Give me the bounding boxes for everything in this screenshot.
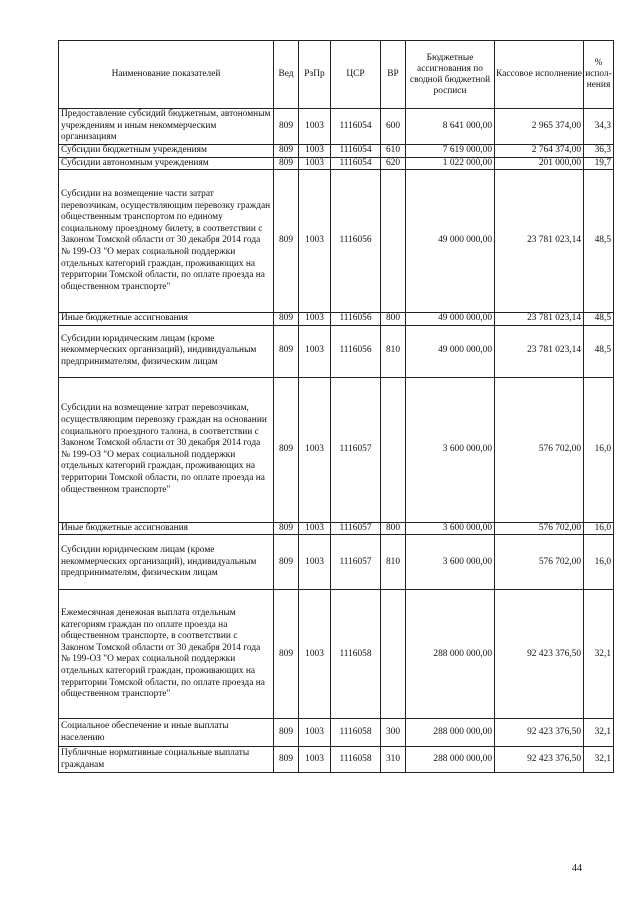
rzpr-code: 1003 [299,747,331,773]
ved-code: 809 [274,109,299,145]
vr-code: 620 [381,157,406,170]
cash-execution-value: 2 965 374,00 [495,109,584,145]
budget-allocation-value: 7 619 000,00 [406,145,495,158]
budget-allocation-value: 3 600 000,00 [406,535,495,590]
execution-percent-value: 16,0 [584,535,614,590]
indicator-name: Социальное обеспечение и иные выплаты населению [59,719,274,747]
execution-percent-value: 36,3 [584,145,614,158]
rzpr-code: 1003 [299,535,331,590]
vr-code: 810 [381,535,406,590]
execution-percent-value: 16,0 [584,522,614,535]
budget-allocation-value: 3 600 000,00 [406,377,495,522]
ved-code: 809 [274,522,299,535]
ved-code: 809 [274,157,299,170]
execution-percent-value: 19,7 [584,157,614,170]
rzpr-code: 1003 [299,377,331,522]
cash-execution-value: 23 781 023,14 [495,313,584,326]
csr-code: 1116058 [331,747,381,773]
execution-percent-value: 32,1 [584,719,614,747]
csr-code: 1116054 [331,109,381,145]
ved-code: 809 [274,145,299,158]
execution-percent-value: 32,1 [584,590,614,719]
rzpr-code: 1003 [299,170,331,313]
indicator-name: Субсидии автономным учреждениям [59,157,274,170]
cash-execution-value: 576 702,00 [495,522,584,535]
rzpr-code: 1003 [299,145,331,158]
table-row [59,145,614,158]
csr-code: 1116057 [331,522,381,535]
indicator-name: Предоставление субсидий бюджетным, автономным учреждениям и иным некоммерческим организациям [59,109,274,145]
cash-execution-value: 92 423 376,50 [495,590,584,719]
indicator-name: Субсидии юридическим лицам (кроме некоммерческих организаций), индивидуальным предпринимателям, физическим лицам [59,325,274,377]
header-rzpr: РзПр [299,41,331,109]
vr-code [381,590,406,719]
cash-execution-value: 201 000,00 [495,157,584,170]
csr-code: 1116054 [331,145,381,158]
csr-code: 1116056 [331,170,381,313]
csr-code: 1116058 [331,590,381,719]
table-row [59,170,614,313]
ved-code: 809 [274,719,299,747]
vr-code: 800 [381,522,406,535]
cash-execution-value: 92 423 376,50 [495,719,584,747]
execution-percent-value: 48,5 [584,170,614,313]
csr-code: 1116056 [331,325,381,377]
execution-percent-value: 48,5 [584,313,614,326]
header-budget-allocations: Бюджетные ассигнования по сводной бюджетной росписи [406,41,495,109]
cash-execution-value: 92 423 376,50 [495,747,584,773]
table-row [59,747,614,773]
page-number: 44 [572,863,582,874]
ved-code: 809 [274,535,299,590]
cash-execution-value: 2 764 374,00 [495,145,584,158]
vr-code: 610 [381,145,406,158]
vr-code: 600 [381,109,406,145]
table-row [59,535,614,590]
vr-code [381,377,406,522]
cash-execution-value: 23 781 023,14 [495,325,584,377]
indicator-name: Ежемесячная денежная выплата отдельным категориям граждан по оплате проезда на общественном транспорте, в соответствии с Законом Томской области от 30 декабря 2014 года № 199-ОЗ "О мерах социальной поддержки отдельных категорий граждан, проживающих на территории Томской области, по оплате проезда на общественном транспорте" [59,590,274,719]
indicator-name: Субсидии бюджетным учреждениям [59,145,274,158]
vr-code [381,170,406,313]
rzpr-code: 1003 [299,109,331,145]
csr-code: 1116058 [331,719,381,747]
budget-allocation-value: 3 600 000,00 [406,522,495,535]
rzpr-code: 1003 [299,313,331,326]
indicator-name: Субсидии на возмещение затрат перевозчикам, осуществляющим перевозку граждан на основании социального проездного талона, в соответствии с Законом Томской области от 30 декабря 2014 года № 199-ОЗ "О мерах социальной поддержки отдельных категорий граждан, проживающих на территории Томской области, по оплате проезда на общественном транспорте" [59,377,274,522]
csr-code: 1116057 [331,535,381,590]
budget-allocation-value: 49 000 000,00 [406,170,495,313]
vr-code: 310 [381,747,406,773]
indicator-name: Иные бюджетные ассигнования [59,522,274,535]
csr-code: 1116057 [331,377,381,522]
table-row [59,377,614,522]
table-row [59,109,614,145]
cash-execution-value: 576 702,00 [495,377,584,522]
execution-percent-value: 32,1 [584,747,614,773]
header-cash-execution: Кассовое исполнение [495,41,584,109]
execution-percent-value: 16,0 [584,377,614,522]
rzpr-code: 1003 [299,719,331,747]
budget-allocation-value: 8 641 000,00 [406,109,495,145]
ved-code: 809 [274,170,299,313]
budget-allocation-value: 288 000 000,00 [406,590,495,719]
cash-execution-value: 23 781 023,14 [495,170,584,313]
table-row [59,157,614,170]
indicator-name: Субсидии юридическим лицам (кроме некоммерческих организаций), индивидуальным предпринимателям, физическим лицам [59,535,274,590]
rzpr-code: 1003 [299,590,331,719]
table-header-row [59,41,614,109]
header-execution-percent: % испол-нения [584,41,614,109]
indicator-name: Публичные нормативные социальные выплаты гражданам [59,747,274,773]
vr-code: 300 [381,719,406,747]
table-row [59,719,614,747]
header-vr: ВР [381,41,406,109]
budget-allocation-value: 288 000 000,00 [406,747,495,773]
csr-code: 1116056 [331,313,381,326]
indicator-name: Иные бюджетные ассигнования [59,313,274,326]
ved-code: 809 [274,590,299,719]
budget-allocation-value: 49 000 000,00 [406,325,495,377]
indicator-name: Субсидии на возмещение части затрат перевозчикам, осуществляющим перевозку граждан общественным транспортом по единому социальному проездному билету, в соответствии с Законом Томской области от 30 декабря 2014 года № 199-ОЗ "О мерах социальной поддержки отдельных категорий граждан, проживающих на территории Томской области, по оплате проезда на общественном транспорте" [59,170,274,313]
ved-code: 809 [274,325,299,377]
rzpr-code: 1003 [299,522,331,535]
table-row [59,313,614,326]
ved-code: 809 [274,377,299,522]
header-indicator-name: Наименование показателей [59,41,274,109]
header-ved: Вед [274,41,299,109]
budget-execution-table [58,40,614,773]
csr-code: 1116054 [331,157,381,170]
vr-code: 800 [381,313,406,326]
table-row [59,590,614,719]
budget-allocation-value: 49 000 000,00 [406,313,495,326]
table-row [59,522,614,535]
budget-allocation-value: 1 022 000,00 [406,157,495,170]
cash-execution-value: 576 702,00 [495,535,584,590]
ved-code: 809 [274,313,299,326]
ved-code: 809 [274,747,299,773]
rzpr-code: 1003 [299,157,331,170]
header-csr: ЦСР [331,41,381,109]
vr-code: 810 [381,325,406,377]
execution-percent-value: 34,3 [584,109,614,145]
execution-percent-value: 48,5 [584,325,614,377]
rzpr-code: 1003 [299,325,331,377]
budget-allocation-value: 288 000 000,00 [406,719,495,747]
table-row [59,325,614,377]
